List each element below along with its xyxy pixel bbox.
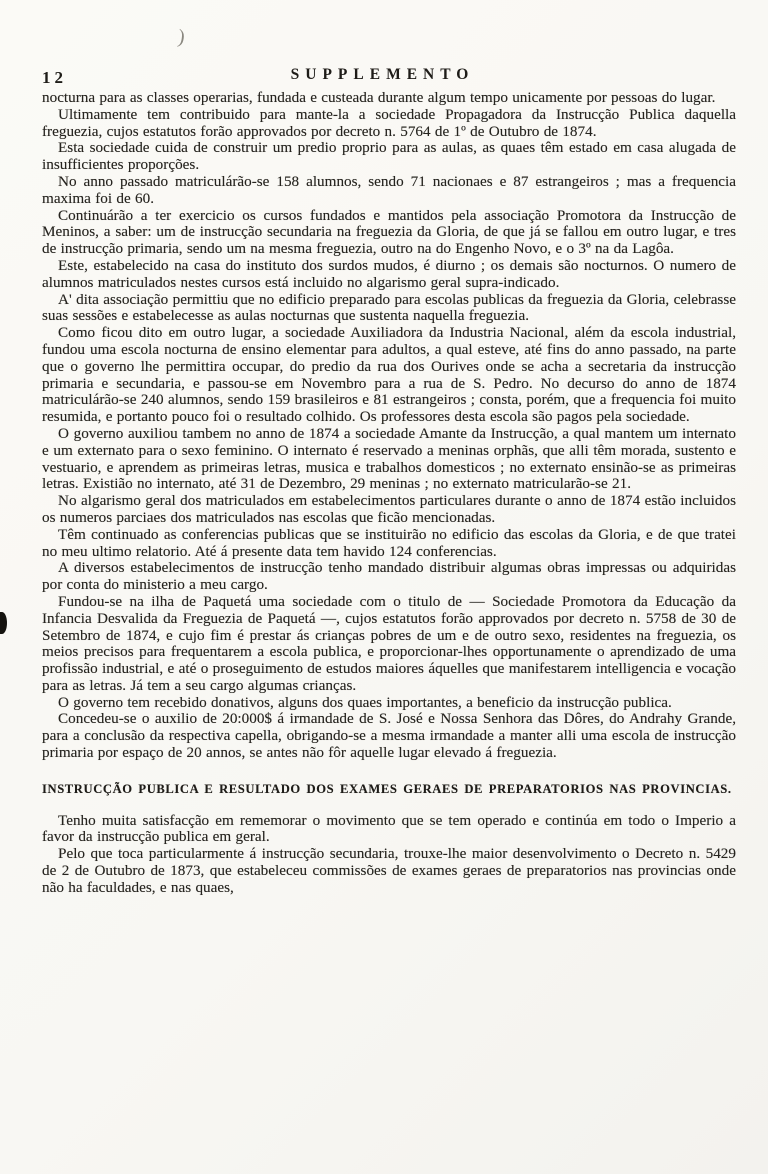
paragraph: Fundou-se na ilha de Paquetá uma sociedade com o titulo de — Sociedade Promotora da Educação da Infancia Desvalida da Freguezia de Paquetá —, cujos estatutos forão approvados por decreto n. 5758 de 30 de Setembro de 1874, e cujo fim é prestar ás crianças pobres de um e de outro sexo, residentes na freguezia, os meios precisos para frequentarem a escola publica, e proporcionar-lhes opportunamente o aprendizado de uma profissão industrial, e até o proseguimento de estudos maiores áquelles que manifestarem intelligencia e vocação para as letras. Já tem a seu cargo algumas crianças. — [42, 592, 736, 694]
ink-blot-artifact — [0, 612, 7, 634]
paragraph: Esta sociedade cuida de construir um predio proprio para as aulas, as quaes têm estado em casa alugada de insufficientes proporções. — [42, 139, 736, 174]
paragraph: Têm continuado as conferencias publicas que se instituirão no edificio das escolas da Gloria, e de que tratei no meu ultimo relatorio. Até á presente data tem havido 124 conferencias. — [42, 525, 736, 560]
paragraph: A' dita associação permittiu que no edificio preparado para escolas publicas da freguezia da Gloria, celebrasse suas sessões e estabelecesse as aulas nocturnas que sustenta naquella freguezia. — [42, 290, 736, 325]
paragraph: Continuárão a ter exercicio os cursos fundados e mantidos pela associação Promotora da Instrucção de Meninos, a saber: um de instrucção secundaria na freguezia da Gloria, de que já se fallou em outro lugar, e tres de instrucção primaria, sendo um na mesma freguezia, outro na do Engenho Novo, e o 3º na da Lagôa. — [42, 206, 736, 258]
paragraph: O governo tem recebido donativos, alguns dos quaes importantes, a beneficio da instrucção publica. — [58, 693, 672, 711]
section-heading: INSTRUCÇÃO PUBLICA E RESULTADO DOS EXAMES GERAES DE PREPARATORIOS NAS PROVINCIAS. — [42, 781, 732, 796]
paragraph: Como ficou dito em outro lugar, a sociedade Auxiliadora da Industria Nacional, além da escola industrial, fundou uma escola nocturna de ensino elementar para adultos, a qual esteve, até fins do anno passado, na parte que o governo lhe permittira occupar, do predio da rua dos Ourives onde se acha a secretaria da instrucção primaria e secundaria, e passou-se em Novembro para a rua de S. Pedro. No decurso do anno de 1874 matriculárão-se 240 alumnos, sendo 159 brasileiros e 81 estrangeiros ; consta, porém, que a frequencia foi muito resumida, e portanto pouco foi o resultado colhido. Os professores desta escola são pagos pela sociedade. — [42, 324, 736, 426]
running-header-title: SUPPLEMENTO — [290, 66, 475, 83]
paragraph: Pelo que toca particularmente á instrucção secundaria, trouxe-lhe maior desenvolvimento o Decreto n. 5429 de 2 de Outubro de 1873, que estabeleceu commissões de exames geraes de preparatorios nas provincias onde não ha faculdades, e nas quaes, — [42, 845, 736, 896]
paragraph: Concedeu-se o auxilio de 20:000$ á irmandade de S. José e Nossa Senhora das Dôres, do Andrahy Grande, para a conclusão da respectiva capella, obrigando-se a mesma irmandade a manter alli uma escola de instrucção primaria por espaço de 20 annos, se antes não fôr aquelle lugar elevado á freguezia. — [42, 710, 736, 762]
page-number: 12 — [42, 68, 67, 87]
paragraph: Ultimamente tem contribuido para mante-la a sociedade Propagadora da Instrucção Publica daquella freguezia, cujos estatutos forão approvados por decreto n. 5764 de 1º de Outubro de 1874. — [42, 105, 736, 140]
paragraph: No algarismo geral dos matriculados em estabelecimentos particulares durante o anno de 1874 estão incluidos os numeros parciaes dos matriculados nas escolas que ficão mencionadas. — [42, 492, 736, 526]
paragraph: A diversos estabelecimentos de instrucção tenho mandado distribuir algumas obras impressas ou adquiridas por conta do ministerio a meu cargo. — [42, 559, 736, 594]
page-header — [42, 66, 734, 88]
paragraph: Tenho muita satisfacção em rememorar o movimento que se tem operado e continúa em todo o Imperio a favor da instrucção publica em geral. — [42, 811, 736, 846]
paragraph: O governo auxiliou tambem no anno de 1874 a sociedade Amante da Instrucção, a qual mantem um internato e um externato para o sexo feminino. O internato é reservado a meninas orphãs, que alli têm morada, sustento e vestuario, e aprendem as primeiras letras, musica e trabalhos domesticos ; no externato ensinão-se as primeiras letras. Existião no internato, até 31 de Dezembro, 29 meninas ; no externato matricularão-se 21. — [42, 424, 736, 493]
body-text — [42, 90, 736, 897]
paragraph: No anno passado matriculárão-se 158 alumnos, sendo 71 nacionaes e 87 estrangeiros ; mas a frequencia maxima foi de 60. — [42, 172, 736, 207]
paragraph: Este, estabelecido na casa do instituto dos surdos mudos, é diurno ; os demais são nocturnos. O numero de alumnos matriculados nestes cursos está incluido no algarismo geral supra-indicado. — [42, 256, 736, 291]
scan-artifact-mark: ) — [176, 25, 187, 49]
paragraph: nocturna para as classes operarias, fundada e custeada durante algum tempo unicamente por pessoas do lugar. — [42, 89, 716, 106]
